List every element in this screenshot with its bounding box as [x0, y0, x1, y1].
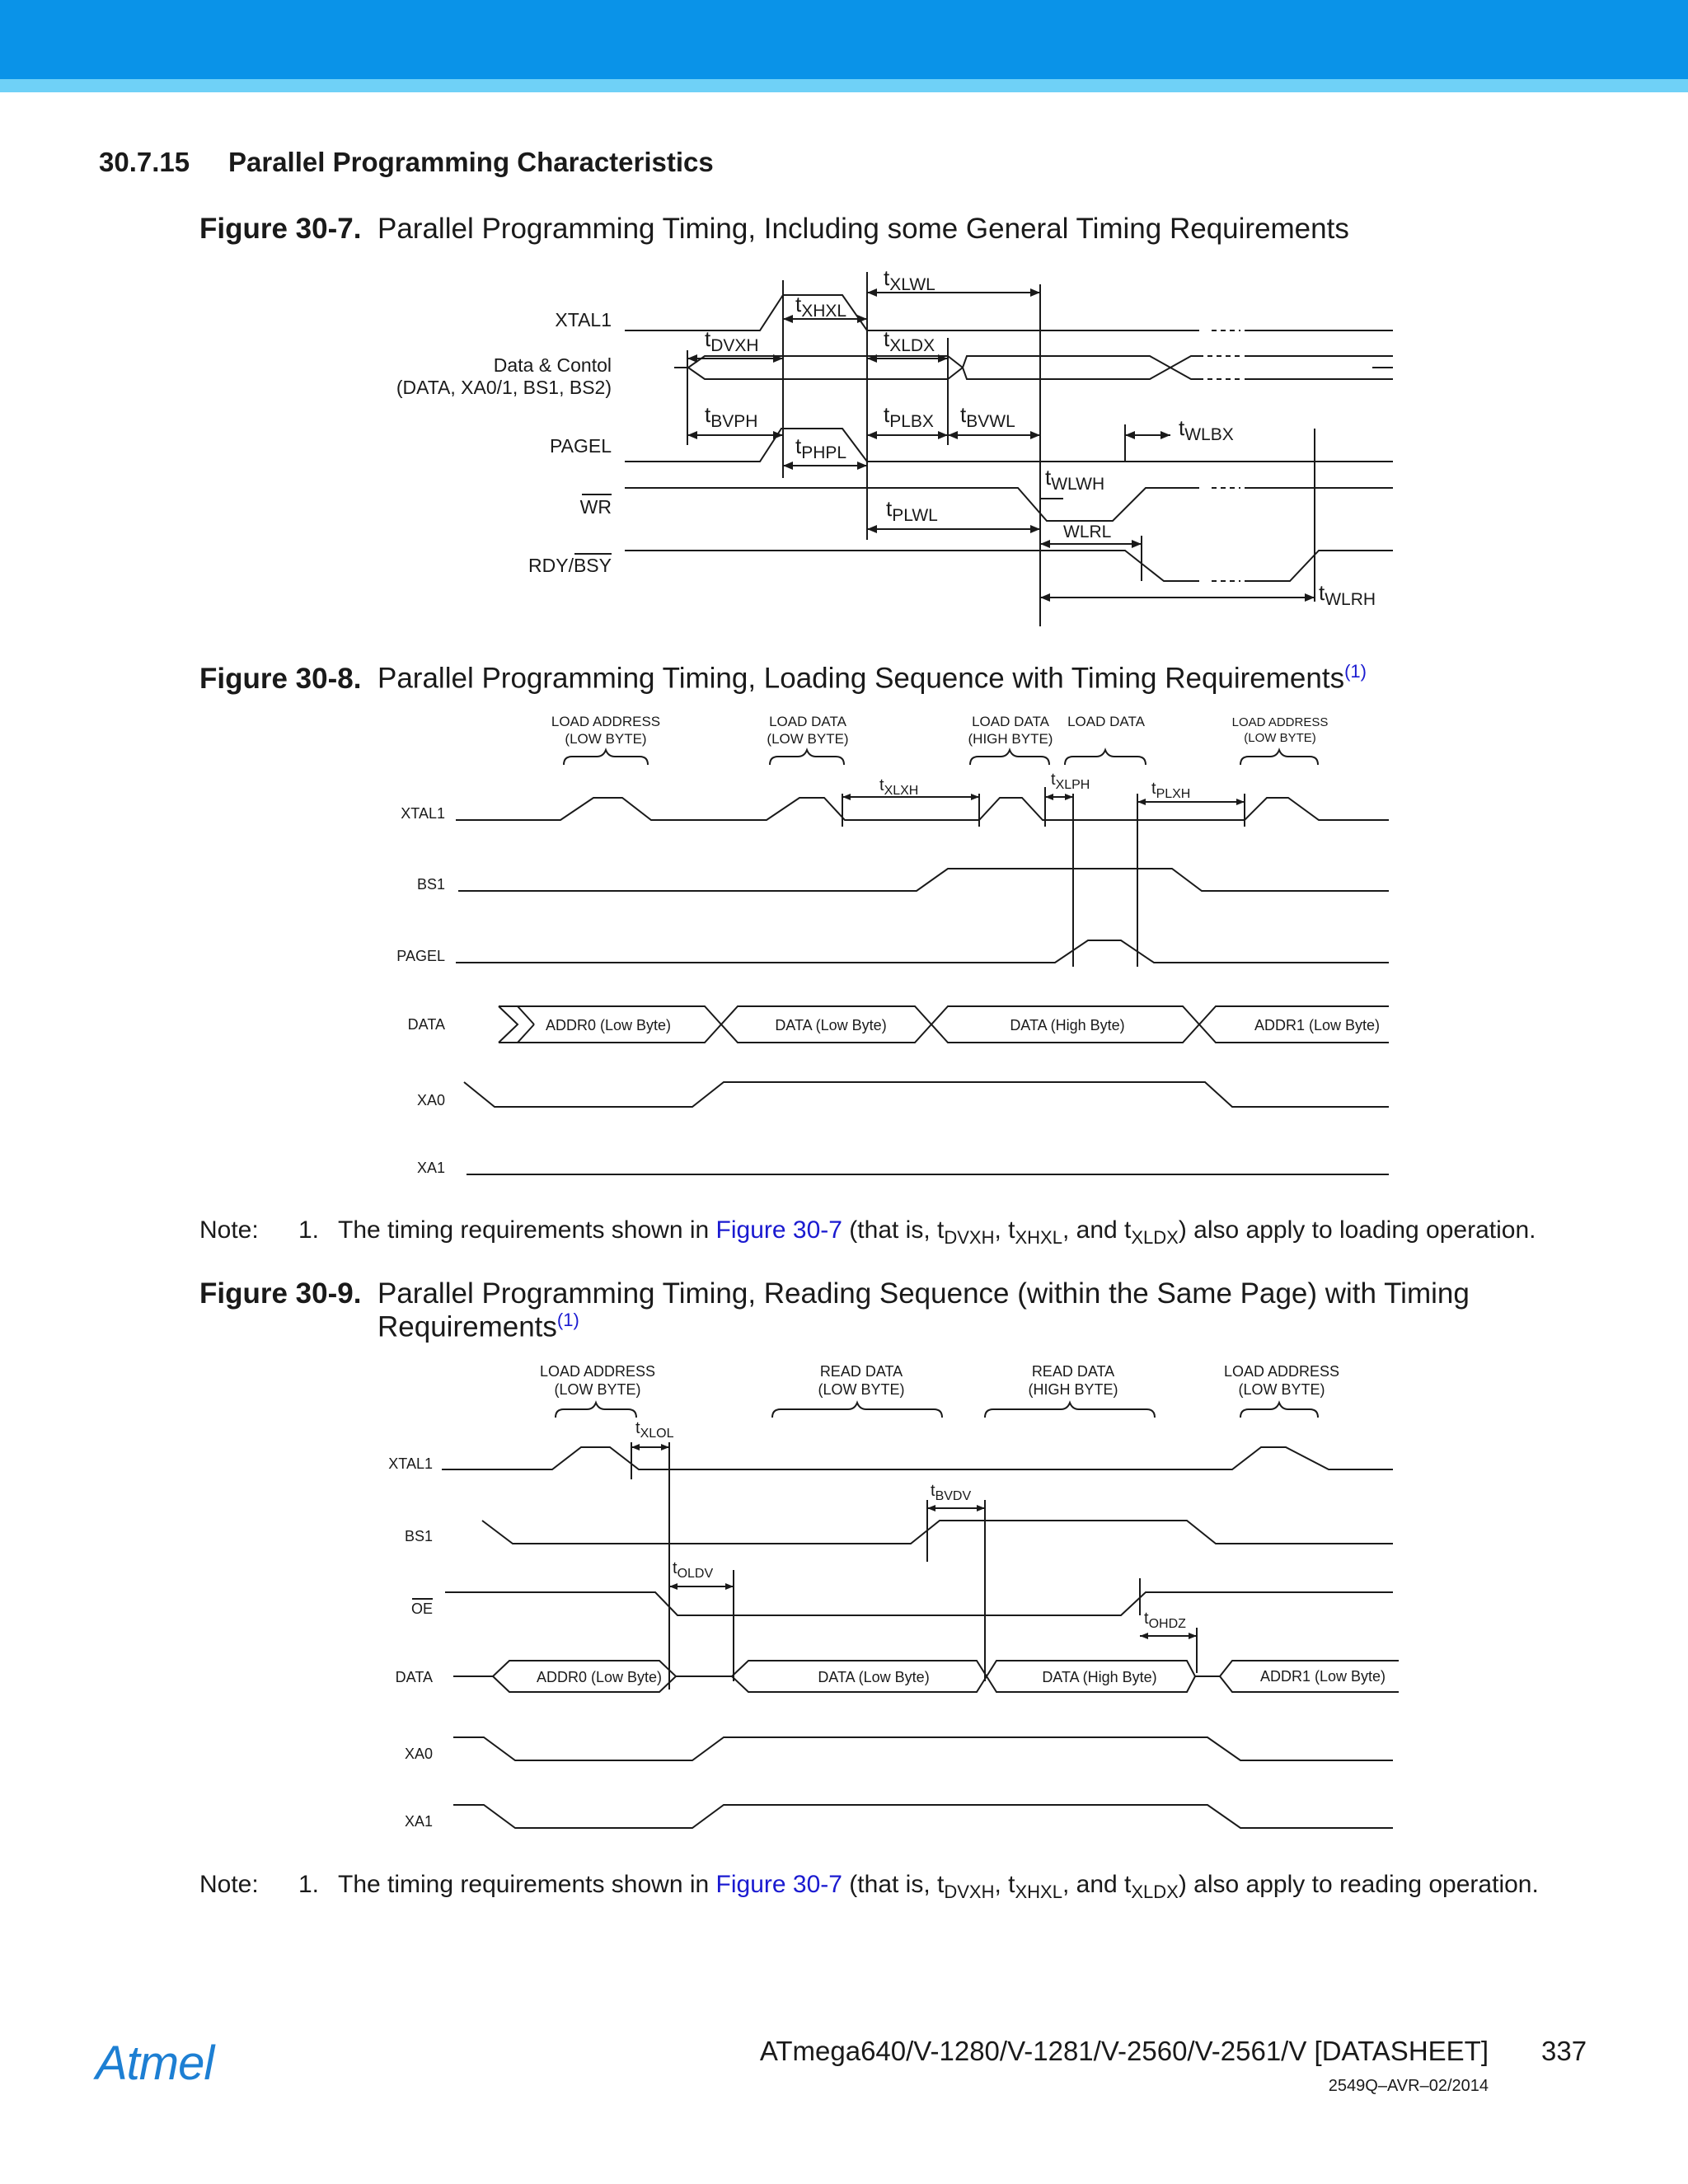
t-xldx: $t_{XLDX}$ — [884, 326, 935, 355]
sig-data: DATA — [395, 1669, 433, 1685]
sig-xtal1: XTAL1 — [555, 309, 612, 330]
phase-label: LOAD ADDRESS — [1231, 715, 1329, 729]
phase-label: LOAD DATA — [972, 714, 1049, 729]
sig-xa1: XA1 — [404, 1813, 433, 1830]
footnote-ref: (1) — [556, 1310, 579, 1330]
sig-oe: OE — [410, 1601, 433, 1617]
phase-label: LOAD ADDRESS — [539, 1363, 656, 1380]
note-subscript: DVXH — [944, 1882, 995, 1902]
page-number: 337 — [1541, 2036, 1587, 2066]
t-bvdv: $t_{BVDV}$ — [931, 1482, 972, 1503]
sig-xa0: XA0 — [416, 1092, 445, 1108]
note-text: , and t — [1062, 1871, 1132, 1898]
doc-title: ATmega640/V-1280/V-1281/V-2560/V-2561/V [DATASHEET] — [759, 2036, 1489, 2066]
figure-label: Figure 30-8. — [199, 662, 362, 695]
footnote-ref: (1) — [1344, 661, 1367, 682]
sig-data-control-sub: (DATA, XA0/1, BS1, BS2) — [396, 377, 612, 398]
note-text: , t — [994, 1871, 1015, 1898]
note-text: , t — [994, 1216, 1015, 1244]
xa0-waveform — [453, 1737, 1393, 1760]
t-xlol: $t_{XLOL}$ — [635, 1419, 674, 1441]
figure-label: Figure 30-7. — [199, 213, 362, 245]
phase-label: LOAD DATA — [1067, 714, 1145, 729]
bus-value: ADDR0 (Low Byte) — [536, 1669, 663, 1685]
phase-label: (LOW BYTE) — [1244, 731, 1316, 745]
doc-id: 2549Q–AVR–02/2014 — [1328, 2077, 1489, 2095]
note-number: 1. — [298, 1216, 320, 1244]
note-text: The timing requirements shown in — [338, 1216, 716, 1244]
phase-label: (LOW BYTE) — [1238, 1381, 1325, 1398]
sig-xa0: XA0 — [404, 1746, 433, 1762]
note-subscript: XLDX — [1131, 1227, 1179, 1248]
t-phpl: $t_{PHPL}$ — [795, 434, 847, 462]
t-plxh: $t_{PLXH}$ — [1151, 780, 1191, 801]
note-subscript: DVXH — [944, 1227, 995, 1248]
sig-xtal1: XTAL1 — [388, 1455, 433, 1472]
note-text: (that is, t — [842, 1216, 945, 1244]
t-xlwl: $t_{XLWL}$ — [884, 265, 935, 294]
phase-label: (LOW BYTE) — [554, 1381, 641, 1398]
sig-pagel: PAGEL — [550, 435, 612, 457]
figure-title: Parallel Programming Timing, Including some General Timing Requirements — [377, 213, 1349, 245]
t-wlwh: $t_{WLWH}$ — [1045, 465, 1105, 494]
t-wlbx: $t_{WLBX}$ — [1179, 415, 1234, 444]
phase-label: READ DATA — [1031, 1363, 1115, 1380]
bus-value: ADDR1 (Low Byte) — [1254, 1017, 1381, 1033]
bus-value: DATA (Low Byte) — [818, 1669, 930, 1685]
bus-value: ADDR0 (Low Byte) — [545, 1017, 672, 1033]
sig-wr: WR — [579, 496, 612, 518]
xtal1-waveform — [442, 1447, 1393, 1469]
t-plwl: $t_{PLWL}$ — [886, 496, 938, 525]
phase-label: READ DATA — [819, 1363, 903, 1380]
t-xlph: $t_{XLPH}$ — [1051, 771, 1090, 792]
t-bvph: $t_{BVPH}$ — [705, 402, 758, 431]
t-xlxh: $t_{XLXH}$ — [879, 776, 919, 798]
phase-label: (HIGH BYTE) — [1028, 1381, 1118, 1398]
sig-xtal1: XTAL1 — [401, 805, 445, 822]
figure-title: Parallel Programming Timing, Reading Sequence (within the Same Page) with Timing — [377, 1277, 1470, 1310]
note-label: Note: — [199, 1216, 259, 1244]
note-figure-30-9 — [199, 1871, 1539, 1903]
note-text: ) also apply to loading operation. — [1178, 1216, 1536, 1244]
atmel-logo: Atmel — [96, 2036, 214, 2090]
t-oldv: $t_{OLDV}$ — [673, 1559, 714, 1581]
phase-label: LOAD DATA — [769, 714, 846, 729]
t-bvwl: $t_{BVWL}$ — [960, 402, 1015, 431]
section-number: 30.7.15 — [99, 147, 190, 177]
bus-value: DATA (High Byte) — [1042, 1669, 1157, 1685]
t-ohdz: $t_{OHDZ}$ — [1144, 1610, 1186, 1631]
t-xhxl: $t_{XHXL}$ — [795, 292, 847, 321]
note-text: (that is, t — [842, 1871, 945, 1898]
phase-label: (LOW BYTE) — [767, 731, 849, 747]
note-number: 1. — [298, 1871, 320, 1898]
figure-link[interactable]: Figure 30-7 — [715, 1216, 842, 1244]
t-plbx: $t_{PLBX}$ — [884, 402, 934, 431]
figure-title-cont: Requirements — [377, 1310, 557, 1343]
footer-doc-title — [760, 2036, 1489, 2067]
section-title: Parallel Programming Characteristics — [228, 147, 714, 177]
sig-rdy-bsy: RDY/BSY — [528, 555, 612, 576]
note-text: The timing requirements shown in — [338, 1871, 716, 1898]
note-text: ) also apply to reading operation. — [1178, 1871, 1539, 1898]
bs1-waveform — [482, 1521, 1393, 1544]
t-wlrl: WLRL — [1063, 523, 1112, 541]
note-text: , and t — [1062, 1216, 1132, 1244]
xa1-waveform — [453, 1805, 1393, 1828]
phase-label: (LOW BYTE) — [818, 1381, 905, 1398]
oe-waveform — [445, 1592, 1393, 1615]
sig-data-control: Data & Contol — [493, 354, 612, 376]
t-dvxh: $t_{DVXH}$ — [705, 326, 759, 355]
phase-label: LOAD ADDRESS — [1223, 1363, 1340, 1380]
figure-title: Parallel Programming Timing, Loading Sequence with Timing Requirements — [377, 662, 1345, 695]
phase-label: LOAD ADDRESS — [551, 714, 661, 729]
figure-label: Figure 30-9. — [199, 1277, 362, 1310]
sig-bs1: BS1 — [416, 876, 445, 893]
sig-pagel: PAGEL — [396, 948, 445, 964]
figure-link[interactable]: Figure 30-7 — [715, 1871, 842, 1898]
phase-label: (LOW BYTE) — [565, 731, 647, 747]
note-subscript: XLDX — [1131, 1882, 1179, 1902]
note-subscript: XHXL — [1015, 1227, 1062, 1248]
t-wlrh: $t_{WLRH}$ — [1319, 580, 1376, 609]
phase-label: (HIGH BYTE) — [968, 731, 1053, 747]
bus-value: DATA (High Byte) — [1010, 1017, 1125, 1033]
sig-bs1: BS1 — [404, 1528, 433, 1544]
sig-data: DATA — [407, 1016, 445, 1033]
bus-value: ADDR1 (Low Byte) — [1259, 1668, 1386, 1685]
sig-xa1: XA1 — [416, 1160, 445, 1176]
bus-value: DATA (Low Byte) — [775, 1017, 887, 1033]
note-subscript: XHXL — [1015, 1882, 1062, 1902]
note-label: Note: — [199, 1871, 259, 1898]
